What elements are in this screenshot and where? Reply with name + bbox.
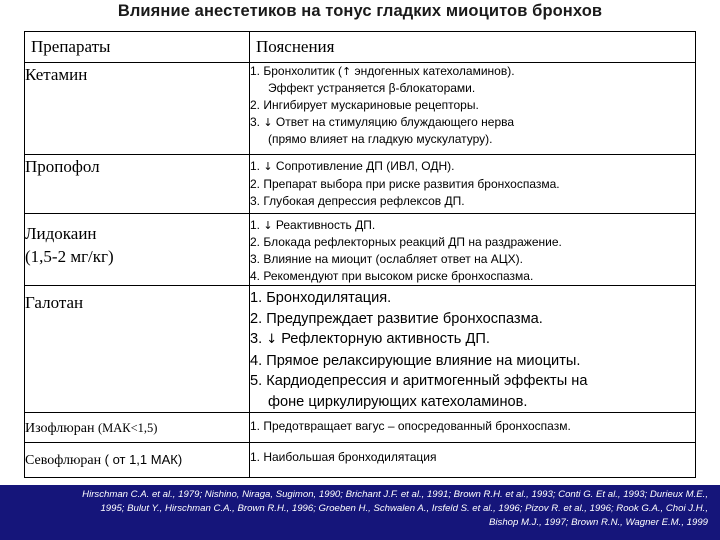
explanation-ketamine [250, 63, 696, 155]
explanation-line: 3. Глубокая депрессия рефлексов ДП. [250, 194, 465, 208]
drug-lidocaine: Лидокаин (1,5-2 мг/кг) [25, 214, 250, 286]
explanation-line: 2. Блокада рефлекторных реакций ДП на раздражение. [250, 235, 562, 249]
explanation-line: 1. Предотвращает вагус – опосредованный бронхоспазм. [250, 419, 571, 433]
explanation-line: Эффект устраняется β-блокаторами. [268, 81, 476, 95]
explanation-isoflurane [250, 413, 696, 443]
table-row [25, 413, 696, 443]
explanation-line: 5. Кардиодепрессия и аритмогенный эффекты на [250, 373, 588, 389]
arrow-down-icon: ↓ [263, 219, 273, 232]
drug-propofol: Пропофол [25, 155, 250, 214]
reference-line: Hirschman C.A. et al., 1979; Nishino, Niraga, Sugimon, 1990; Brichant J.F. et al., 1991; Brown R.H. et al., 1993; Conti G. Et al., 1993; Durieux M.E., [82, 489, 708, 500]
mac-note: ( от 1,1 МАК) [104, 452, 183, 467]
mac-note: (МАК<1,5) [97, 421, 158, 435]
explanation-line: 3. ↓ Рефлекторную активность ДП. [250, 331, 490, 347]
arrow-down-icon: ↓ [263, 160, 273, 173]
drug-ketamine: Кетамин [25, 63, 250, 155]
explanation-line: (прямо влияет на гладкую мускулатуру). [268, 132, 493, 146]
reference-line: Bishop M.J., 1997; Brown R.N., Wagner E.M., 1999 [489, 517, 708, 528]
arrow-down-icon: ↓ [266, 332, 278, 347]
explanation-line: 2. Предупреждает развитие бронхоспазма. [250, 310, 543, 327]
explanation-propofol [250, 155, 696, 214]
references-footer [0, 485, 720, 540]
anesthetics-table [24, 31, 696, 478]
slide-title: Влияние анестетиков на тонус гладких миоцитов бронхов [117, 2, 603, 20]
drug-isoflurane: Изофлюран (МАК<1,5) [25, 413, 250, 443]
explanation-line: 4. Рекомендуют при высоком риске бронхоспазма. [250, 269, 534, 283]
drug-halothane: Галотан [25, 286, 250, 413]
explanation-line: 3. Влияние на миоцит (ослабляет ответ на АЦХ). [250, 252, 523, 266]
header-explanations: Пояснения [250, 32, 696, 63]
explanation-line: 2. Ингибирует мускариновые рецепторы. [250, 98, 479, 112]
table-row [25, 286, 696, 413]
explanation-halothane [250, 286, 696, 413]
explanation-line: 1. Наибольшая бронходилятация [250, 450, 437, 464]
arrow-down-icon: ↓ [263, 116, 273, 129]
explanation-line: 1. ↓ Сопротивление ДП (ИВЛ, ОДН). [250, 159, 455, 173]
table-row [25, 214, 696, 286]
explanation-sevoflurane [250, 443, 696, 478]
explanation-line: 2. Препарат выбора при риске развития бронхоспазма. [250, 176, 560, 191]
table-row [25, 443, 696, 478]
explanation-lidocaine [250, 214, 696, 286]
explanation-line: 4. Прямое релаксирующие влияние на миоциты. [250, 352, 581, 369]
table-header-row [25, 32, 696, 63]
explanation-line: 3. ↓ Ответ на стимуляцию блуждающего нерва [250, 115, 515, 129]
arrow-up-icon: ↑ [341, 65, 352, 78]
explanation-line: 1. Бронхолитик (↑ эндогенных катехоламинов). [250, 64, 515, 78]
explanation-line: фоне циркулирующих катехоламинов. [268, 393, 528, 410]
explanation-line: 1. Бронходилятация. [250, 290, 392, 306]
header-drugs: Препараты [25, 32, 250, 63]
explanation-line: 1. ↓ Реактивность ДП. [250, 218, 376, 232]
table-row [25, 155, 696, 214]
table-row [25, 63, 696, 155]
reference-line: 1995; Bulut Y., Hirschman C.A., Brown R.H., 1996; Groeben H., Schwalen A., Irsfeld S. et al., 1996; Pizov R. et al., 1996; Rook G.A., Choi J.H., [100, 503, 708, 514]
drug-sevoflurane: Севофлюран ( от 1,1 МАК) [25, 443, 250, 478]
